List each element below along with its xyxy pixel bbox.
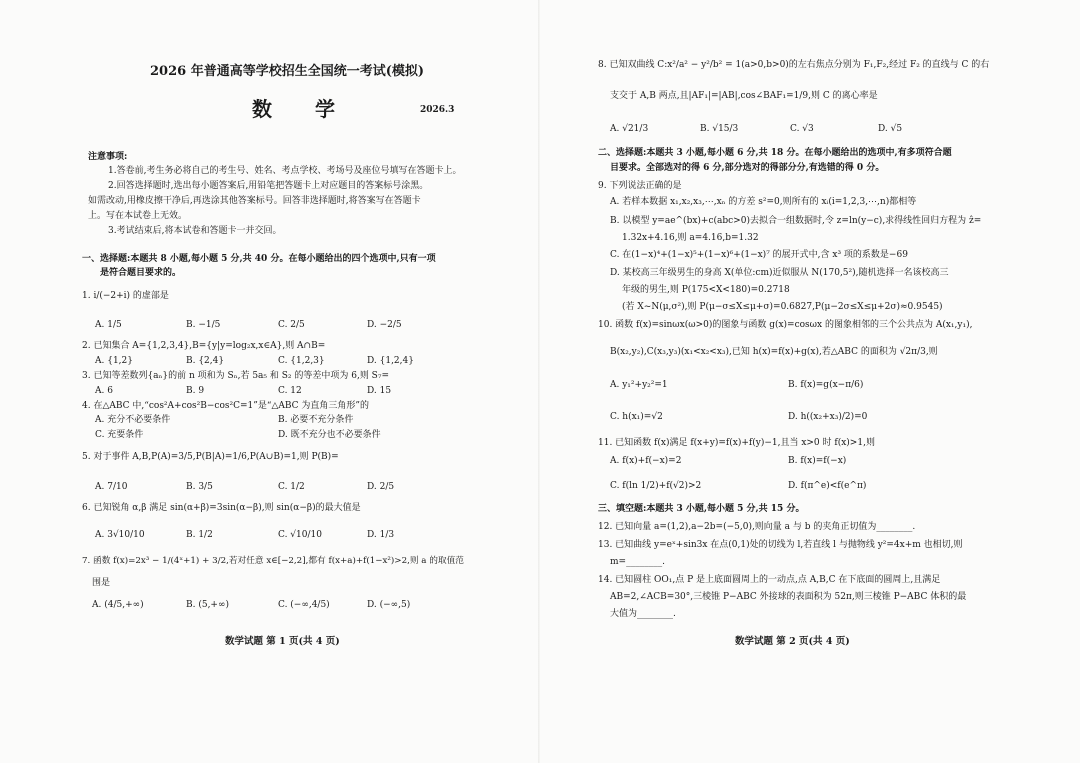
q5-option-c: C. 1/2	[278, 482, 305, 492]
q6-option-a: A. 3√10/10	[95, 530, 145, 540]
page-footer-2: 数学试题 第 2 页(共 4 页)	[735, 636, 850, 647]
section-heading-3: 三、填空题:本题共 3 小题,每小题 5 分,共 15 分。	[598, 504, 805, 514]
question-10-cont: B(x₂,y₂),C(x₃,y₃)(x₁<x₂<x₃),已知 h(x)=f(x)+g(x),若△ABC 的面积为 √2π/3,则	[610, 347, 938, 357]
question-12: 12. 已知向量 a=(1,2),a−2b=(−5,0),则向量 a 与 b 的夹角正切值为________.	[598, 522, 916, 532]
notice-line: 如需改动,用橡皮擦干净后,再选涂其他答案标号。回答非选择题时,将答案写在答题卡	[88, 196, 421, 206]
question-2: 2. 已知集合 A={1,2,3,4},B={y|y=log₂x,x∈A},则 A∩B=	[82, 341, 326, 351]
q9-option-a: A. 若样本数据 x₁,x₂,x₃,⋯,xₙ 的方差 s²=0,则所有的 xᵢ(i=1,2,3,⋯,n)都相等	[610, 197, 917, 207]
q10-option-d: D. h((x₂+x₃)/2)=0	[788, 412, 868, 422]
q3-option-a: A. 6	[95, 386, 113, 396]
q11-option-d: D. f(π^e)<f(e^π)	[788, 481, 867, 491]
question-8-cont: 支交于 A,B 两点,且|AF₁|=|AB|,cos∠BAF₁=1/9,则 C 的离心率是	[610, 91, 878, 101]
q11-option-a: A. f(x)+f(−x)=2	[610, 456, 682, 466]
q1-option-c: C. 2/5	[278, 320, 305, 330]
q6-option-c: C. √10/10	[278, 530, 322, 540]
q7-option-c: C. (−∞,4/5)	[278, 600, 330, 610]
q4-option-b: B. 必要不充分条件	[278, 415, 354, 425]
question-7: 7. 函数 f(x)=2x³ − 1/(4ˣ+1) + 3/2,若对任意 x∈[−2,2],都有 f(x+a)+f(1−x²)>2,则 a 的取值范	[82, 556, 464, 566]
question-14-cont: AB=2,∠ACB=30°,三棱锥 P−ABC 外接球的表面积为 52π,则三棱锥 P−ABC 体积的最	[610, 592, 967, 602]
q9-option-b-cont: 1.32x+4.16,则 a=4.16,b=1.32	[622, 233, 759, 243]
notice-line: 3.考试结束后,将本试卷和答题卡一并交回。	[108, 226, 282, 236]
q10-option-c: C. h(x₁)=√2	[610, 412, 663, 422]
q5-option-b: B. 3/5	[186, 482, 213, 492]
q9-option-d-cont: 年级的男生,则 P(175<X<180)=0.2718	[622, 285, 790, 295]
question-3: 3. 已知等差数列{aₙ}的前 n 项和为 Sₙ,若 5a₅ 和 S₂ 的等差中项为 6,则 S₇=	[82, 371, 389, 381]
question-13: 13. 已知曲线 y=eˣ+sin3x 在点(0,1)处的切线为 l,若直线 l 与抛物线 y²=4x+m 也相切,则	[598, 540, 963, 550]
section-heading-1-cont: 是符合题目要求的。	[100, 268, 182, 278]
q8-option-a: A. √21/3	[610, 124, 649, 134]
q4-option-a: A. 充分不必要条件	[95, 415, 171, 425]
question-8: 8. 已知双曲线 C:x²/a² − y²/b² = 1(a>0,b>0)的左右焦点分别为 F₁,F₂,经过 F₂ 的直线与 C 的右	[598, 60, 990, 70]
exam-date: 2026.3	[420, 105, 455, 115]
notice-line: 1.答卷前,考生务必将自己的考生号、姓名、考点学校、考场号及座位号填写在答题卡上。	[108, 166, 462, 176]
question-7-cont: 围是	[92, 578, 111, 588]
q11-option-b: B. f(x)=f(−x)	[788, 456, 847, 466]
question-4: 4. 在△ABC 中,“cos²A+cos²B−cos²C=1”是“△ABC 为直角三角形”的	[82, 401, 370, 411]
q3-option-b: B. 9	[186, 386, 205, 396]
q6-option-b: B. 1/2	[186, 530, 213, 540]
q8-option-d: D. √5	[878, 124, 903, 134]
question-14-cont2: 大值为________.	[610, 609, 676, 619]
q5-option-a: A. 7/10	[95, 482, 128, 492]
q4-option-d: D. 既不充分也不必要条件	[278, 430, 381, 440]
notice-line: 上。写在本试卷上无效。	[88, 211, 188, 221]
question-10: 10. 函数 f(x)=sinωx(ω>0)的图象与函数 g(x)=cosωx 的图象相邻的三个公共点为 A(x₁,y₁),	[598, 320, 973, 330]
question-13-cont: m=________.	[610, 557, 665, 567]
q2-option-c: C. {1,2,3}	[278, 356, 325, 366]
exam-page-2	[540, 0, 1080, 763]
question-1: 1. i/(−2+i) 的虚部是	[82, 291, 169, 301]
q9-option-d-note: (若 X~N(μ,σ²),则 P(μ−σ≤X≤μ+σ)=0.6827,P(μ−2σ≤X≤μ+2σ)≈0.9545)	[622, 302, 943, 312]
question-14: 14. 已知圆柱 OO₁,点 P 是上底面圆周上的一动点,点 A,B,C 在下底面的圆周上,且满足	[598, 575, 941, 585]
q7-option-d: D. (−∞,5)	[367, 600, 411, 610]
q8-option-c: C. √3	[790, 124, 814, 134]
q4-option-c: C. 充要条件	[95, 430, 144, 440]
section-heading-1: 一、选择题:本题共 8 小题,每小题 5 分,共 40 分。在每小题给出的四个选项中,只有一项	[82, 254, 436, 264]
notice-heading: 注意事项:	[88, 152, 128, 162]
q7-option-a: A. (4/5,+∞)	[92, 600, 144, 610]
question-9: 9. 下列说法正确的是	[598, 181, 682, 191]
q1-option-b: B. −1/5	[186, 320, 221, 330]
subject-title: 数 学	[252, 97, 353, 121]
question-11: 11. 已知函数 f(x)满足 f(x+y)=f(x)+f(y)−1,且当 x>0 时 f(x)>1,则	[598, 438, 875, 448]
q3-option-c: C. 12	[278, 386, 302, 396]
q1-option-d: D. −2/5	[367, 320, 402, 330]
question-5: 5. 对于事件 A,B,P(A)=3/5,P(B|A)=1/6,P(A∪B)=1,则 P(B)=	[82, 452, 339, 462]
q9-option-d: D. 某校高三年级男生的身高 X(单位:cm)近似服从 N(170,5²),随机选择一名该校高三	[610, 268, 949, 278]
q1-option-a: A. 1/5	[95, 320, 122, 330]
q10-option-a: A. y₁²+y₂²=1	[610, 380, 668, 390]
q8-option-b: B. √15/3	[700, 124, 739, 134]
q3-option-d: D. 15	[367, 386, 392, 396]
q9-option-c: C. 在(1−x)⁴+(1−x)⁵+(1−x)⁶+(1−x)⁷ 的展开式中,含 x³ 项的系数是−69	[610, 250, 908, 260]
q7-option-b: B. (5,+∞)	[186, 600, 229, 610]
notice-line: 2.回答选择题时,选出每小题答案后,用铅笔把答题卡上对应题目的答案标号涂黑。	[108, 181, 429, 191]
q5-option-d: D. 2/5	[367, 482, 395, 492]
q2-option-a: A. {1,2}	[95, 356, 133, 366]
q9-option-b: B. 以模型 y=ae^(bx)+c(abc>0)去拟合一组数据时,令 z=ln(y−c),求得线性回归方程为 ẑ=	[610, 216, 982, 226]
q2-option-d: D. {1,2,4}	[367, 356, 414, 366]
section-heading-2-cont: 目要求。全部选对的得 6 分,部分选对的得部分分,有选错的得 0 分。	[610, 163, 885, 173]
q2-option-b: B. {2,4}	[186, 356, 225, 366]
q6-option-d: D. 1/3	[367, 530, 395, 540]
question-6: 6. 已知锐角 α,β 满足 sin(α+β)=3sin(α−β),则 sin(α−β)的最大值是	[82, 503, 361, 513]
page-footer-1: 数学试题 第 1 页(共 4 页)	[225, 636, 340, 647]
q10-option-b: B. f(x)=g(x−π/6)	[788, 380, 864, 390]
section-heading-2: 二、选择题:本题共 3 小题,每小题 6 分,共 18 分。在每小题给出的选项中,有多项符合题	[598, 148, 952, 158]
q11-option-c: C. f(ln 1/2)+f(√2)>2	[610, 481, 702, 491]
exam-title: 2026 年普通高等学校招生全国统一考试(模拟)	[150, 64, 425, 79]
